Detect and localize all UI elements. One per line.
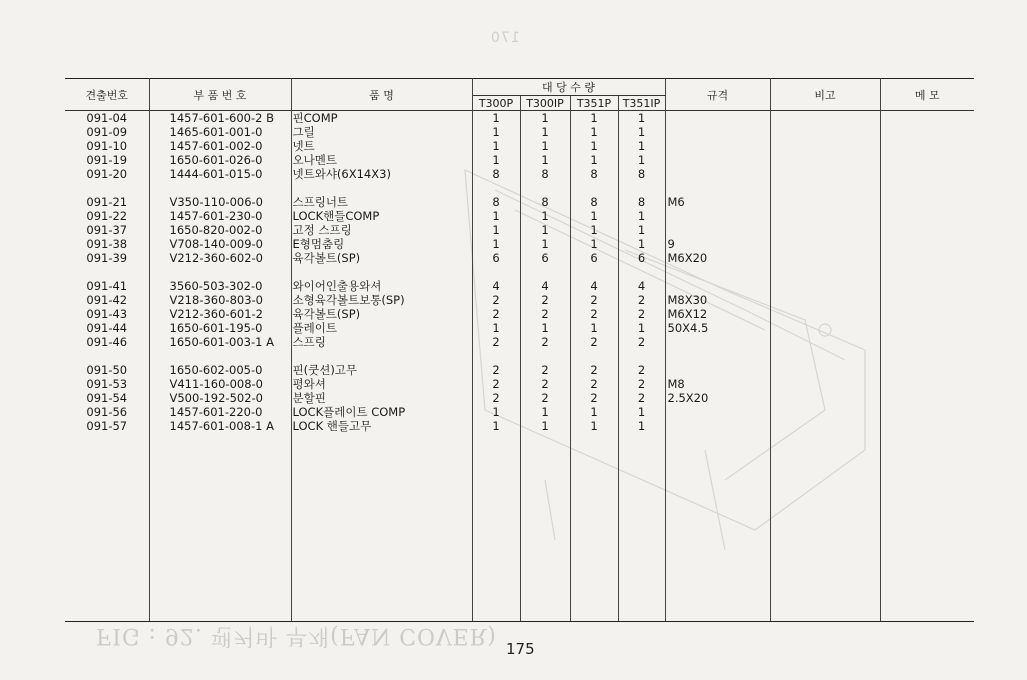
part-name-cell: 와이어인출용와셔 [291, 279, 472, 293]
qty-cell: 1 [618, 223, 665, 237]
qty-cell: 2 [570, 307, 618, 321]
bleed-through-bottom-text: FIG : 92. 팬커바 부재(FAN COVER) [96, 623, 497, 648]
memo-cell [880, 167, 974, 181]
empty-cell [472, 433, 520, 622]
ref-cell: 091-43 [65, 307, 149, 321]
note-cell [770, 209, 880, 223]
ref-cell: 091-42 [65, 293, 149, 307]
qty-cell: 1 [618, 125, 665, 139]
qty-cell: 1 [570, 139, 618, 153]
memo-cell [880, 335, 974, 349]
qty-cell: 2 [570, 391, 618, 405]
memo-cell [880, 419, 974, 433]
part-name-cell: 그릴 [291, 125, 472, 139]
qty-cell: 1 [570, 419, 618, 433]
qty-cell: 1 [570, 405, 618, 419]
header-qty-model: T300IP [520, 96, 570, 111]
note-cell [770, 279, 880, 293]
part-no-cell: V708-140-009-0 [149, 237, 291, 251]
note-cell [770, 405, 880, 419]
empty-cell [65, 433, 149, 622]
table-row [65, 321, 974, 335]
empty-cell [520, 433, 570, 622]
ref-cell: 091-39 [65, 251, 149, 265]
qty-cell: 1 [472, 405, 520, 419]
part-no-cell [149, 181, 291, 195]
qty-cell: 1 [570, 153, 618, 167]
memo-cell [880, 405, 974, 419]
spec-cell [665, 335, 770, 349]
qty-cell [520, 181, 570, 195]
memo-cell [880, 377, 974, 391]
qty-cell: 8 [570, 167, 618, 181]
qty-cell: 2 [570, 377, 618, 391]
qty-cell: 1 [472, 419, 520, 433]
header-qty-model: T300P [472, 96, 520, 111]
qty-cell: 1 [520, 111, 570, 126]
table-row [65, 363, 974, 377]
note-cell [770, 419, 880, 433]
note-cell [770, 377, 880, 391]
table-row [65, 195, 974, 209]
ref-cell: 091-09 [65, 125, 149, 139]
part-name-cell: 소형육각볼트보통(SP) [291, 293, 472, 307]
qty-cell: 1 [520, 237, 570, 251]
note-cell [770, 265, 880, 279]
note-cell [770, 153, 880, 167]
note-cell [770, 181, 880, 195]
qty-cell: 2 [472, 377, 520, 391]
qty-cell: 1 [570, 223, 618, 237]
memo-cell [880, 181, 974, 195]
memo-cell [880, 251, 974, 265]
qty-cell: 1 [472, 321, 520, 335]
qty-cell [618, 349, 665, 363]
part-name-cell: 분할핀 [291, 391, 472, 405]
memo-cell [880, 321, 974, 335]
part-no-cell: V212-360-601-2 [149, 307, 291, 321]
table-row [65, 377, 974, 391]
spec-cell [665, 139, 770, 153]
qty-cell: 1 [520, 405, 570, 419]
part-no-cell: 1457-601-002-0 [149, 139, 291, 153]
memo-cell [880, 237, 974, 251]
part-name-cell: 스프링 [291, 335, 472, 349]
memo-cell [880, 195, 974, 209]
parts-table [65, 78, 974, 622]
qty-cell: 1 [520, 125, 570, 139]
part-no-cell [149, 265, 291, 279]
part-name-cell: 핀COMP [291, 111, 472, 126]
qty-cell: 1 [618, 153, 665, 167]
qty-cell: 1 [472, 111, 520, 126]
table-spacer-row [65, 181, 974, 195]
memo-cell [880, 279, 974, 293]
empty-cell [570, 433, 618, 622]
spec-cell [665, 111, 770, 126]
table-spacer-row [65, 349, 974, 363]
part-no-cell: 1650-601-003-1 A [149, 335, 291, 349]
header-part-no: 부 품 번 호 [149, 79, 291, 111]
qty-cell: 1 [570, 111, 618, 126]
table-row [65, 405, 974, 419]
part-no-cell: 1650-820-002-0 [149, 223, 291, 237]
part-name-cell: 스프링너트 [291, 195, 472, 209]
part-no-cell: 1457-601-220-0 [149, 405, 291, 419]
part-name-cell: LOCK플레이트 COMP [291, 405, 472, 419]
table-row [65, 335, 974, 349]
qty-cell: 2 [472, 391, 520, 405]
qty-cell: 2 [618, 335, 665, 349]
qty-cell [472, 181, 520, 195]
table-row [65, 111, 974, 126]
spec-cell: M6X12 [665, 307, 770, 321]
ref-cell: 091-54 [65, 391, 149, 405]
qty-cell: 2 [520, 335, 570, 349]
qty-cell: 1 [472, 139, 520, 153]
spec-cell [665, 209, 770, 223]
table-row [65, 125, 974, 139]
note-cell [770, 125, 880, 139]
spec-cell [665, 181, 770, 195]
qty-cell: 2 [472, 363, 520, 377]
qty-cell: 2 [520, 307, 570, 321]
qty-cell: 2 [618, 293, 665, 307]
part-no-cell: 1465-601-001-0 [149, 125, 291, 139]
ref-cell: 091-57 [65, 419, 149, 433]
qty-cell: 1 [472, 125, 520, 139]
note-cell [770, 139, 880, 153]
memo-cell [880, 307, 974, 321]
ref-cell: 091-50 [65, 363, 149, 377]
part-no-cell [149, 349, 291, 363]
qty-cell: 1 [520, 419, 570, 433]
part-no-cell: 1457-601-600-2 B [149, 111, 291, 126]
part-name-cell: LOCK핸들COMP [291, 209, 472, 223]
part-name-cell: 육각볼트(SP) [291, 307, 472, 321]
qty-cell: 6 [520, 251, 570, 265]
qty-cell: 1 [570, 321, 618, 335]
note-cell [770, 167, 880, 181]
qty-cell: 2 [618, 363, 665, 377]
qty-cell: 2 [570, 335, 618, 349]
note-cell [770, 391, 880, 405]
part-name-cell: 오나멘트 [291, 153, 472, 167]
table-row [65, 279, 974, 293]
ref-cell: 091-38 [65, 237, 149, 251]
qty-cell: 1 [618, 139, 665, 153]
header-memo: 메 모 [880, 79, 974, 111]
qty-cell: 4 [618, 279, 665, 293]
part-name-cell: 넷트와샤(6X14X3) [291, 167, 472, 181]
memo-cell [880, 139, 974, 153]
qty-cell: 8 [520, 167, 570, 181]
memo-cell [880, 111, 974, 126]
spec-cell: M6X20 [665, 251, 770, 265]
ref-cell: 091-22 [65, 209, 149, 223]
table-row [65, 223, 974, 237]
note-cell [770, 335, 880, 349]
part-no-cell: 1650-602-005-0 [149, 363, 291, 377]
note-cell [770, 251, 880, 265]
part-name-cell: 플레이트 [291, 321, 472, 335]
qty-cell [520, 349, 570, 363]
bleed-through-top-text: 170 [490, 30, 520, 46]
qty-cell: 1 [618, 419, 665, 433]
ref-cell: 091-21 [65, 195, 149, 209]
qty-cell: 8 [618, 195, 665, 209]
header-ref-no: 견출번호 [65, 79, 149, 111]
ref-cell: 091-04 [65, 111, 149, 126]
ref-cell: 091-20 [65, 167, 149, 181]
spec-cell [665, 223, 770, 237]
memo-cell [880, 125, 974, 139]
part-name-cell: 육각볼트(SP) [291, 251, 472, 265]
part-name-cell [291, 349, 472, 363]
table-row [65, 391, 974, 405]
spec-cell [665, 265, 770, 279]
qty-cell: 1 [520, 139, 570, 153]
qty-cell: 1 [618, 405, 665, 419]
part-no-cell: V411-160-008-0 [149, 377, 291, 391]
spec-cell: 2.5X20 [665, 391, 770, 405]
ref-cell: 091-53 [65, 377, 149, 391]
part-name-cell [291, 181, 472, 195]
qty-cell: 6 [570, 251, 618, 265]
ref-cell [65, 265, 149, 279]
memo-cell [880, 223, 974, 237]
empty-cell [665, 433, 770, 622]
header-part-name: 품 명 [291, 79, 472, 111]
ref-cell: 091-19 [65, 153, 149, 167]
qty-cell: 2 [472, 307, 520, 321]
qty-cell: 4 [520, 279, 570, 293]
table-row [65, 153, 974, 167]
qty-cell: 2 [520, 363, 570, 377]
spec-cell: M6 [665, 195, 770, 209]
qty-cell: 1 [618, 237, 665, 251]
qty-cell: 2 [618, 307, 665, 321]
qty-cell: 1 [618, 209, 665, 223]
qty-cell: 2 [570, 293, 618, 307]
qty-cell: 1 [618, 111, 665, 126]
qty-cell [618, 265, 665, 279]
qty-cell: 1 [520, 321, 570, 335]
part-no-cell: 1457-601-008-1 A [149, 419, 291, 433]
table-filler-row [65, 433, 974, 622]
qty-cell: 1 [472, 237, 520, 251]
qty-cell: 2 [570, 363, 618, 377]
ref-cell: 091-37 [65, 223, 149, 237]
memo-cell [880, 363, 974, 377]
spec-cell: M8 [665, 377, 770, 391]
qty-cell: 1 [520, 209, 570, 223]
qty-cell: 6 [472, 251, 520, 265]
table-row [65, 419, 974, 433]
qty-cell: 1 [472, 223, 520, 237]
note-cell [770, 363, 880, 377]
note-cell [770, 321, 880, 335]
part-no-cell: 1444-601-015-0 [149, 167, 291, 181]
qty-cell [570, 349, 618, 363]
qty-cell [618, 181, 665, 195]
part-no-cell: 1650-601-026-0 [149, 153, 291, 167]
qty-cell: 8 [472, 167, 520, 181]
table-row [65, 237, 974, 251]
qty-cell: 2 [472, 293, 520, 307]
ref-cell: 091-10 [65, 139, 149, 153]
qty-cell [570, 265, 618, 279]
part-no-cell: V500-192-502-0 [149, 391, 291, 405]
qty-cell: 8 [472, 195, 520, 209]
qty-cell: 1 [520, 153, 570, 167]
part-no-cell: 1650-601-195-0 [149, 321, 291, 335]
part-name-cell: LOCK 핸들고무 [291, 419, 472, 433]
page-number: 175 [506, 640, 535, 658]
qty-cell [570, 181, 618, 195]
table-spacer-row [65, 265, 974, 279]
ref-cell: 091-44 [65, 321, 149, 335]
table-row [65, 293, 974, 307]
table-row [65, 167, 974, 181]
qty-cell: 1 [570, 209, 618, 223]
part-no-cell: V350-110-006-0 [149, 195, 291, 209]
qty-cell: 4 [570, 279, 618, 293]
qty-cell: 8 [570, 195, 618, 209]
note-cell [770, 195, 880, 209]
qty-cell: 8 [520, 195, 570, 209]
note-cell [770, 223, 880, 237]
part-name-cell: 고정 스프링 [291, 223, 472, 237]
header-note: 비고 [770, 79, 880, 111]
empty-cell [770, 433, 880, 622]
memo-cell [880, 209, 974, 223]
header-qty-model: T351IP [618, 96, 665, 111]
memo-cell [880, 265, 974, 279]
spec-cell [665, 167, 770, 181]
ref-cell: 091-41 [65, 279, 149, 293]
qty-cell: 2 [618, 391, 665, 405]
header-qty-group: 대 당 수 량 [472, 79, 665, 96]
qty-cell: 2 [472, 335, 520, 349]
part-name-cell: 핀(쿳션)고무 [291, 363, 472, 377]
empty-cell [149, 433, 291, 622]
note-cell [770, 237, 880, 251]
qty-cell [520, 265, 570, 279]
memo-cell [880, 293, 974, 307]
note-cell [770, 349, 880, 363]
note-cell [770, 307, 880, 321]
memo-cell [880, 391, 974, 405]
empty-cell [291, 433, 472, 622]
spec-cell [665, 419, 770, 433]
qty-cell: 2 [520, 391, 570, 405]
qty-cell: 1 [472, 209, 520, 223]
qty-cell: 2 [520, 377, 570, 391]
spec-cell [665, 153, 770, 167]
spec-cell [665, 349, 770, 363]
spec-cell [665, 363, 770, 377]
spec-cell: 50X4.5 [665, 321, 770, 335]
ref-cell [65, 349, 149, 363]
qty-cell [472, 265, 520, 279]
memo-cell [880, 153, 974, 167]
table-row [65, 307, 974, 321]
part-name-cell: 평와셔 [291, 377, 472, 391]
ref-cell: 091-56 [65, 405, 149, 419]
spec-cell: M8X30 [665, 293, 770, 307]
spec-cell [665, 405, 770, 419]
qty-cell [472, 349, 520, 363]
qty-cell: 8 [618, 167, 665, 181]
qty-cell: 1 [618, 321, 665, 335]
table-row [65, 209, 974, 223]
qty-cell: 6 [618, 251, 665, 265]
empty-cell [880, 433, 974, 622]
empty-cell [618, 433, 665, 622]
qty-cell: 4 [472, 279, 520, 293]
note-cell [770, 293, 880, 307]
part-no-cell: 3560-503-302-0 [149, 279, 291, 293]
ref-cell: 091-46 [65, 335, 149, 349]
qty-cell: 1 [570, 125, 618, 139]
header-qty-model: T351P [570, 96, 618, 111]
qty-cell: 1 [520, 223, 570, 237]
table-row [65, 251, 974, 265]
qty-cell: 2 [618, 377, 665, 391]
qty-cell: 1 [570, 237, 618, 251]
part-no-cell: V212-360-602-0 [149, 251, 291, 265]
spec-cell: 9 [665, 237, 770, 251]
table-row [65, 139, 974, 153]
part-no-cell: 1457-601-230-0 [149, 209, 291, 223]
part-name-cell: E형멈춤링 [291, 237, 472, 251]
part-name-cell [291, 265, 472, 279]
note-cell [770, 111, 880, 126]
memo-cell [880, 349, 974, 363]
part-name-cell: 넷트 [291, 139, 472, 153]
ref-cell [65, 181, 149, 195]
part-no-cell: V218-360-803-0 [149, 293, 291, 307]
spec-cell [665, 279, 770, 293]
qty-cell: 2 [520, 293, 570, 307]
spec-cell [665, 125, 770, 139]
header-spec: 규격 [665, 79, 770, 111]
qty-cell: 1 [472, 153, 520, 167]
